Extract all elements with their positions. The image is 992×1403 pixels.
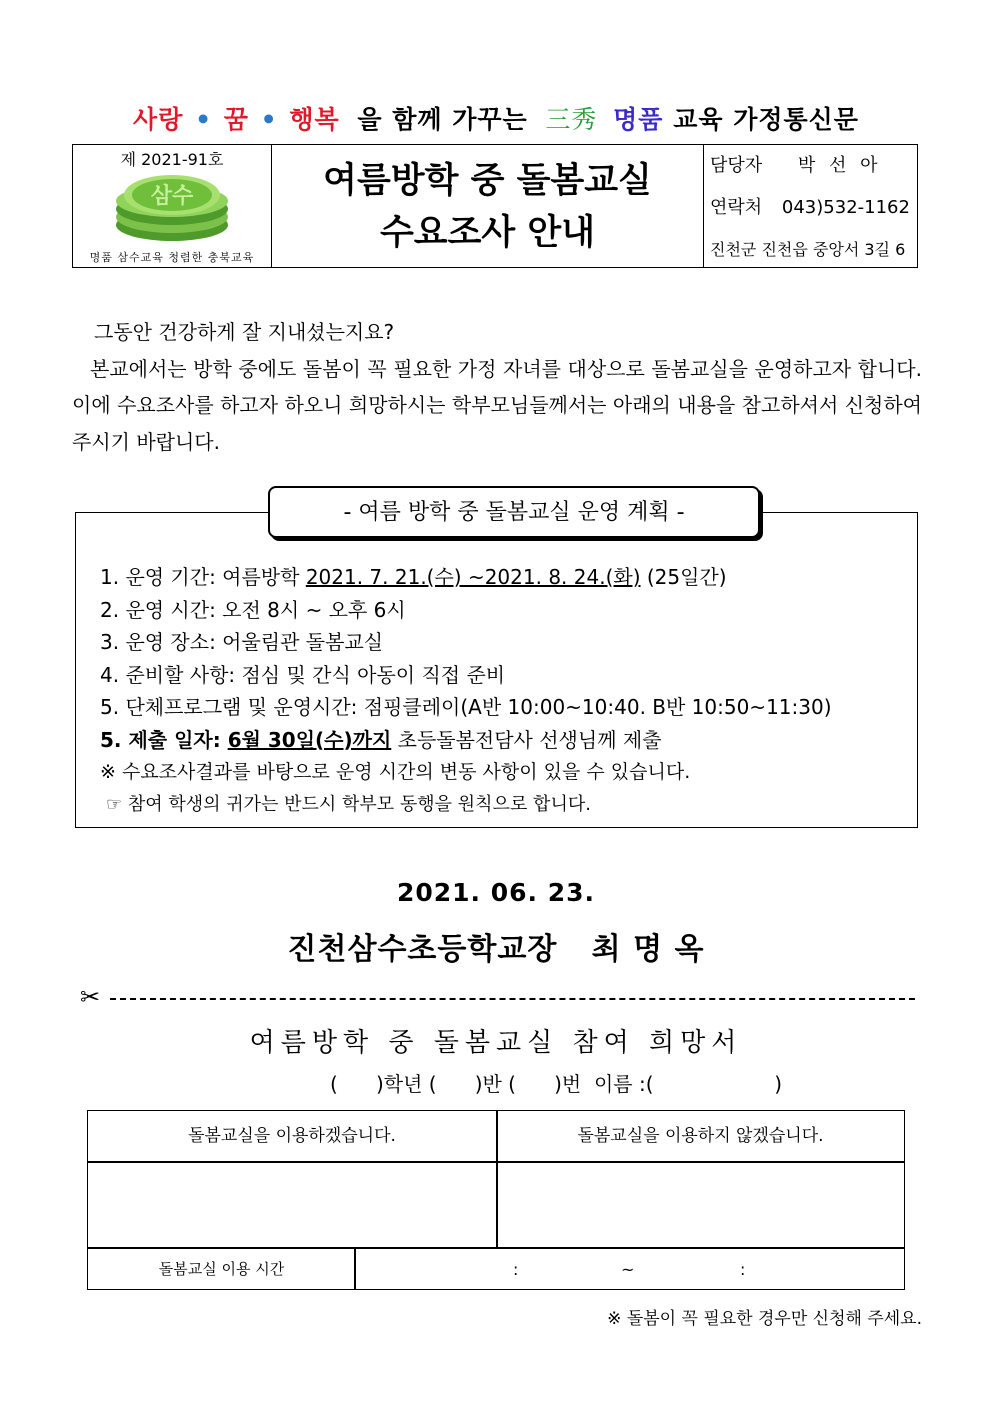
- slogan-brand: 명품: [613, 105, 664, 134]
- slogan-dot: •: [195, 105, 213, 134]
- contact-person-row: [710, 151, 882, 177]
- plan-item-program: 5. 단체프로그램 및 운영시간: 점핑클레이(A반 10:00~10:40. B반 10:50~11:30): [100, 695, 832, 719]
- scissors-icon: ✂: [80, 983, 101, 1011]
- slogan-tail: 교육 가정통신문: [673, 105, 859, 134]
- plan-item-deadline: [100, 724, 832, 757]
- title-line2: 수요조사 안내: [379, 213, 596, 253]
- intro-paragraph: 본교에서는 방학 중에도 돌봄이 꼭 필요한 가정 자녀를 대상으로 돌봄교실을 운영하고자 합니다. 이에 수요조사를 하고자 하오니 희망하시는 학부모님들께서는 아래의 내용을 참고하셔서 신청하여 주시기 바랍니다.: [72, 356, 922, 454]
- slogan-dot: •: [260, 105, 278, 134]
- plan-list: [100, 561, 832, 821]
- logo-text: 삼수: [150, 184, 194, 209]
- slogan-rest: 을 함께 가꾸는: [357, 105, 528, 134]
- phone-label: 연락처: [710, 197, 763, 218]
- deadline-prefix: 5. 제출 일자:: [100, 727, 228, 752]
- header-title-cell: [272, 145, 704, 267]
- title-line1: 여름방학 중 돌봄교실: [323, 161, 652, 201]
- contact-phone-row: [710, 193, 910, 219]
- col-nouse-header: 돌봄교실을 이용하지 않겠습니다.: [577, 1126, 824, 1146]
- plan-title: - 여름 방학 중 돌봄교실 운영 계획 -: [268, 486, 760, 538]
- intro-greeting: 그동안 건강하게 잘 지내셨는지요?: [94, 320, 395, 344]
- plan-item-period: [100, 561, 832, 594]
- time-tilde: ~: [621, 1260, 635, 1279]
- time-colon: :: [740, 1260, 746, 1279]
- newsletter-slogan: [0, 100, 992, 136]
- plan-note-pickup: ☞ 참여 학생의 귀가는 반드시 학부모 동행을 원칙으로 합니다.: [106, 793, 591, 815]
- intro-text: [72, 314, 922, 460]
- period-prefix: 1. 운영 기간: 여름방학: [100, 565, 306, 589]
- participation-table: [87, 1110, 905, 1290]
- principal-name: 진천삼수초등학교장 최 명 옥: [287, 932, 705, 967]
- school-logo-icon: [111, 171, 233, 243]
- slogan-dream: 꿈: [223, 105, 249, 134]
- time-label: 돌봄교실 이용 시간: [158, 1260, 285, 1278]
- deadline-suffix: 초등돌봄전담사 선생님께 제출: [391, 727, 662, 752]
- deadline-date: 6월 30일(수)까지: [227, 727, 392, 752]
- plan-item-hours: 2. 운영 시간: 오전 8시 ~ 오후 6시: [100, 597, 406, 622]
- header-contact-cell: [704, 145, 917, 267]
- plan-note-change: ※ 수요조사결과를 바탕으로 운영 시간의 변동 사항이 있을 수 있습니다.: [100, 761, 691, 783]
- issue-date: 2021. 06. 23.: [396, 878, 596, 907]
- slogan-love: 사랑: [133, 105, 184, 134]
- time-input[interactable]: [355, 1248, 904, 1291]
- contact-name: 박 선 아: [797, 155, 882, 176]
- newsletter-title: [272, 155, 703, 259]
- footnote: ※ 돌봄이 꼭 필요한 경우만 신청해 주세요.: [607, 1309, 922, 1329]
- issue-number: 제 2021-91호: [120, 150, 224, 169]
- form-title: 여름방학 중 돌봄교실 참여 희망서: [249, 1028, 743, 1058]
- period-dates: 2021. 7. 21.(수) ~2021. 8. 24.(화): [305, 565, 641, 589]
- dashed-divider: [110, 998, 915, 1000]
- phone-number: 043)532-1162: [781, 197, 910, 218]
- contact-label: 담당자: [710, 155, 763, 176]
- slogan-samsu: 三秀: [545, 105, 598, 134]
- plan-box: [75, 512, 918, 828]
- newsletter-header: [72, 144, 918, 268]
- student-id-fields[interactable]: ( )학년 ( )반 ( )번 이름 :( ): [330, 1072, 783, 1096]
- plan-item-prepare: 4. 준비할 사항: 점심 및 간식 아동이 직접 준비: [100, 662, 506, 687]
- use-check-cell[interactable]: [88, 1163, 495, 1247]
- slogan-happy: 행복: [289, 105, 340, 134]
- cut-line: [80, 982, 915, 1012]
- plan-item-place: 3. 운영 장소: 어울림관 돌봄교실: [100, 630, 384, 654]
- nouse-check-cell[interactable]: [498, 1163, 904, 1247]
- period-suffix: (25일간): [640, 565, 727, 589]
- header-logo-cell: [73, 145, 272, 267]
- contact-address: 진천군 진천읍 중앙서 3길 6: [710, 240, 906, 259]
- col-use-header: 돌봄교실을 이용하겠습니다.: [188, 1126, 396, 1146]
- logo-motto: 명품 삼수교육 청렴한 충북교육: [89, 251, 255, 264]
- time-colon: :: [513, 1260, 519, 1279]
